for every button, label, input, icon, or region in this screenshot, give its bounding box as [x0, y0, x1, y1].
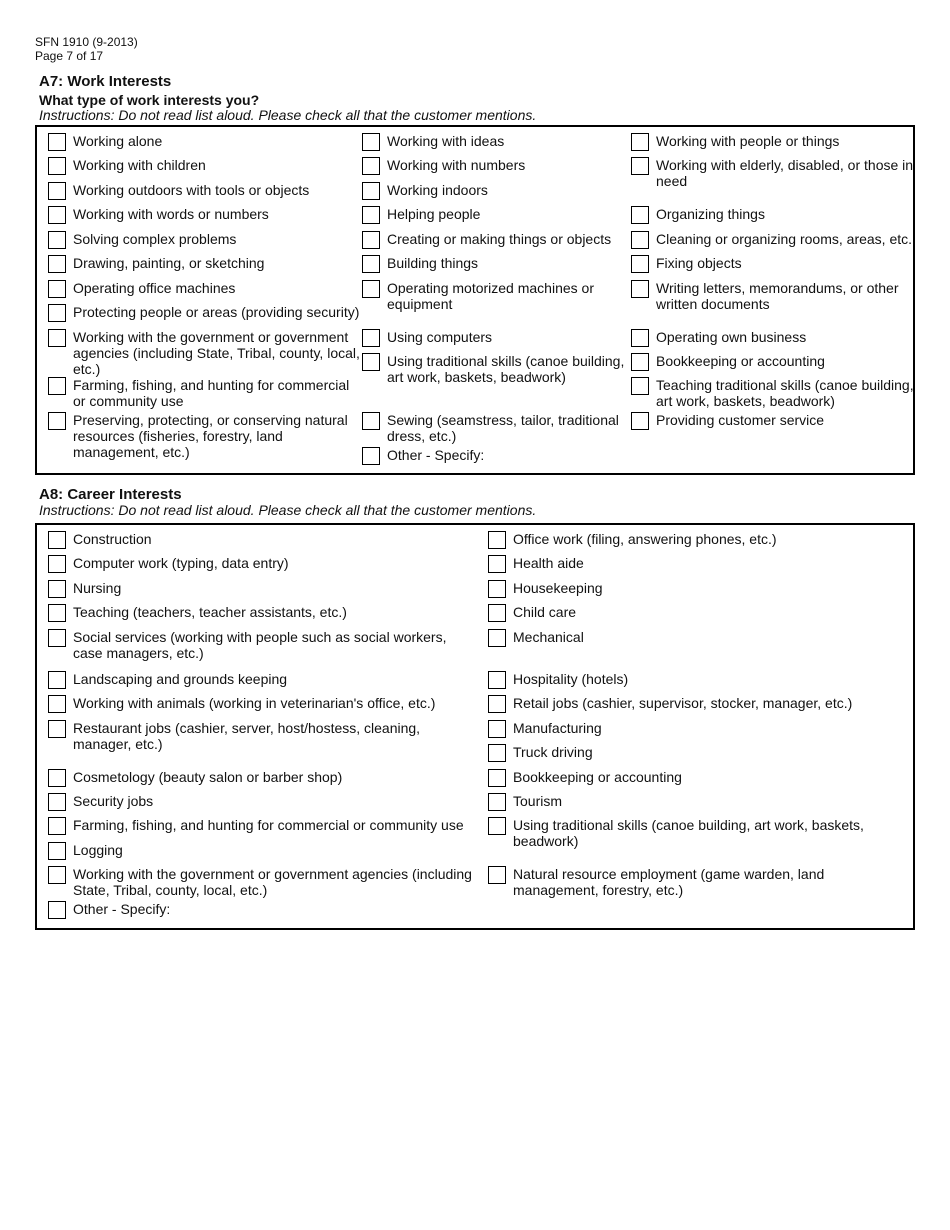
a7-item[interactable]: [362, 412, 632, 452]
checkbox-label: Building things: [387, 255, 479, 271]
checkbox[interactable]: [488, 866, 506, 884]
checkbox[interactable]: [488, 720, 506, 738]
checkbox[interactable]: [48, 793, 66, 811]
checkbox[interactable]: [362, 447, 380, 465]
checkbox-label: Operating motorized machines or equipment: [387, 280, 594, 312]
a8-item[interactable]: [488, 817, 913, 857]
checkbox-label: Hospitality (hotels): [513, 671, 629, 687]
checkbox[interactable]: [48, 817, 66, 835]
checkbox[interactable]: [362, 412, 380, 430]
checkbox[interactable]: [48, 412, 66, 430]
checkbox-label: Housekeeping: [513, 580, 603, 596]
checkbox-label: Working with children: [73, 157, 206, 173]
section-a8-title: A8: Career Interests: [39, 486, 182, 503]
checkbox[interactable]: [48, 866, 66, 884]
checkbox[interactable]: [48, 769, 66, 787]
checkbox[interactable]: [362, 231, 380, 249]
a7-item[interactable]: [362, 447, 632, 487]
a7-item[interactable]: [48, 329, 363, 377]
checkbox[interactable]: [488, 604, 506, 622]
checkbox[interactable]: [362, 133, 380, 151]
checkbox-label: Natural resource employment (game warden, land management, forestry, etc.): [513, 866, 825, 898]
checkbox-label: Social services (working with people such as social workers, case managers, etc.): [73, 629, 447, 661]
checkbox-label: Helping people: [387, 206, 481, 222]
checkbox-label: Manufacturing: [513, 720, 602, 736]
checkbox[interactable]: [48, 182, 66, 200]
checkbox[interactable]: [488, 555, 506, 573]
checkbox-label: Using computers: [387, 329, 493, 345]
checkbox[interactable]: [48, 671, 66, 689]
a7-item[interactable]: [631, 157, 921, 197]
checkbox-label: Health aide: [513, 555, 584, 571]
checkbox[interactable]: [48, 901, 66, 919]
checkbox[interactable]: [48, 842, 66, 860]
checkbox-label: Truck driving: [513, 744, 593, 760]
checkbox[interactable]: [362, 280, 380, 298]
checkbox[interactable]: [362, 353, 380, 371]
checkbox[interactable]: [631, 377, 649, 395]
checkbox[interactable]: [631, 329, 649, 347]
checkbox-label: Bookkeeping or accounting: [656, 353, 825, 369]
checkbox[interactable]: [488, 580, 506, 598]
checkbox[interactable]: [48, 206, 66, 224]
checkbox[interactable]: [488, 671, 506, 689]
checkbox[interactable]: [48, 157, 66, 175]
checkbox[interactable]: [631, 206, 649, 224]
checkbox[interactable]: [488, 769, 506, 787]
checkbox-label: Solving complex problems: [73, 231, 237, 247]
checkbox[interactable]: [362, 182, 380, 200]
checkbox-label: Working outdoors with tools or objects: [73, 182, 310, 198]
checkbox-label: Preserving, protecting, or conserving natural resources (fisheries, forestry, land management, etc.): [73, 412, 348, 460]
checkbox[interactable]: [488, 695, 506, 713]
a7-item[interactable]: [631, 412, 921, 452]
checkbox-label: Working alone: [73, 133, 163, 149]
checkbox[interactable]: [48, 377, 66, 395]
checkbox-label: Working with numbers: [387, 157, 526, 173]
a8-item[interactable]: [48, 901, 478, 941]
checkbox-label: Farming, fishing, and hunting for commercial or community use: [73, 817, 464, 833]
checkbox-label: Sewing (seamstress, tailor, traditional dress, etc.): [387, 412, 619, 444]
a8-item[interactable]: [48, 629, 478, 669]
checkbox-label: Child care: [513, 604, 577, 620]
checkbox-label: Working with words or numbers: [73, 206, 269, 222]
checkbox[interactable]: [48, 695, 66, 713]
checkbox-label: Other - Specify:: [73, 901, 171, 917]
checkbox-label: Landscaping and grounds keeping: [73, 671, 288, 687]
form-id: SFN 1910 (9-2013): [35, 35, 138, 49]
a8-item[interactable]: [48, 866, 478, 906]
checkbox[interactable]: [362, 329, 380, 347]
checkbox-label: Teaching (teachers, teacher assistants, etc.): [73, 604, 347, 620]
checkbox-label: Nursing: [73, 580, 122, 596]
checkbox[interactable]: [48, 629, 66, 647]
checkbox-label: Office work (filing, answering phones, etc.): [513, 531, 777, 547]
checkbox-label: Logging: [73, 842, 123, 858]
checkbox[interactable]: [48, 329, 66, 347]
checkbox[interactable]: [48, 280, 66, 298]
a8-item[interactable]: [48, 720, 478, 760]
checkbox[interactable]: [488, 793, 506, 811]
checkbox[interactable]: [488, 744, 506, 762]
checkbox-label: Cleaning or organizing rooms, areas, etc.: [656, 231, 913, 247]
checkbox-label: Computer work (typing, data entry): [73, 555, 289, 571]
checkbox-label: Fixing objects: [656, 255, 742, 271]
checkbox[interactable]: [631, 231, 649, 249]
checkbox-label: Construction: [73, 531, 152, 547]
checkbox-label: Cosmetology (beauty salon or barber shop): [73, 769, 343, 785]
checkbox[interactable]: [631, 280, 649, 298]
section-a7-question: What type of work interests you?: [39, 92, 260, 108]
checkbox[interactable]: [48, 531, 66, 549]
checkbox[interactable]: [48, 720, 66, 738]
checkbox[interactable]: [48, 231, 66, 249]
checkbox[interactable]: [488, 629, 506, 647]
checkbox-label: Providing customer service: [656, 412, 825, 428]
section-a7-instructions: Instructions: Do not read list aloud. Please check all that the customer mentions.: [39, 107, 537, 123]
checkbox-label: Drawing, painting, or sketching: [73, 255, 265, 271]
checkbox[interactable]: [48, 133, 66, 151]
checkbox-label: Mechanical: [513, 629, 584, 645]
checkbox-label: Creating or making things or objects: [387, 231, 612, 247]
checkbox[interactable]: [48, 580, 66, 598]
checkbox-label: Operating own business: [656, 329, 807, 345]
section-a7-title: A7: Work Interests: [39, 73, 172, 90]
checkbox[interactable]: [631, 353, 649, 371]
checkbox[interactable]: [488, 817, 506, 835]
page-number: Page 7 of 17: [35, 49, 104, 63]
form-header: [35, 35, 138, 63]
checkbox[interactable]: [631, 133, 649, 151]
a7-checklist: [35, 125, 915, 475]
checkbox-label: Using traditional skills (canoe building, art work, baskets, beadwork): [387, 353, 625, 385]
checkbox-label: Security jobs: [73, 793, 154, 809]
a8-item[interactable]: [488, 866, 913, 906]
checkbox-label: Operating office machines: [73, 280, 236, 296]
a7-item[interactable]: [631, 377, 921, 417]
a8-item[interactable]: [488, 629, 913, 669]
checkbox[interactable]: [488, 531, 506, 549]
checkbox[interactable]: [362, 255, 380, 273]
checkbox-label: Teaching traditional skills (canoe building, art work, baskets, beadwork): [656, 377, 914, 409]
a7-item[interactable]: [362, 353, 632, 393]
checkbox-label: Using traditional skills (canoe building, art work, baskets, beadwork): [513, 817, 864, 849]
checkbox-label: Working with the government or government agencies (including State, Tribal, county, local, etc.): [73, 329, 360, 377]
checkbox[interactable]: [631, 412, 649, 430]
checkbox[interactable]: [48, 304, 66, 322]
checkbox-label: Organizing things: [656, 206, 765, 222]
checkbox-label: Writing letters, memorandums, or other written documents: [656, 280, 899, 312]
checkbox[interactable]: [631, 157, 649, 175]
checkbox-label: Tourism: [513, 793, 563, 809]
section-a8-instructions: Instructions: Do not read list aloud. Please check all that the customer mentions.: [39, 502, 537, 518]
checkbox-label: Other - Specify:: [387, 447, 485, 463]
checkbox-label: Working with elderly, disabled, or those in need: [656, 157, 914, 189]
checkbox[interactable]: [48, 255, 66, 273]
a7-item[interactable]: [362, 280, 632, 320]
a7-item[interactable]: [48, 412, 363, 460]
checkbox[interactable]: [631, 255, 649, 273]
checkbox[interactable]: [48, 604, 66, 622]
a8-checklist: [35, 523, 915, 930]
a7-item[interactable]: [631, 280, 921, 320]
checkbox[interactable]: [48, 555, 66, 573]
checkbox-label: Retail jobs (cashier, supervisor, stocker, manager, etc.): [513, 695, 853, 711]
checkbox-label: Farming, fishing, and hunting for commercial or community use: [73, 377, 350, 409]
checkbox-label: Bookkeeping or accounting: [513, 769, 682, 785]
checkbox-label: Protecting people or areas (providing security): [73, 304, 360, 320]
checkbox-label: Restaurant jobs (cashier, server, host/hostess, cleaning, manager, etc.): [73, 720, 421, 752]
checkbox-label: Working with the government or government agencies (including State, Tribal, county, local, etc.): [73, 866, 472, 898]
checkbox[interactable]: [362, 206, 380, 224]
checkbox-label: Working with ideas: [387, 133, 505, 149]
checkbox[interactable]: [362, 157, 380, 175]
checkbox-label: Working with people or things: [656, 133, 840, 149]
checkbox-label: Working indoors: [387, 182, 488, 198]
a7-item[interactable]: [48, 377, 363, 417]
checkbox-label: Working with animals (working in veterinarian's office, etc.): [73, 695, 436, 711]
